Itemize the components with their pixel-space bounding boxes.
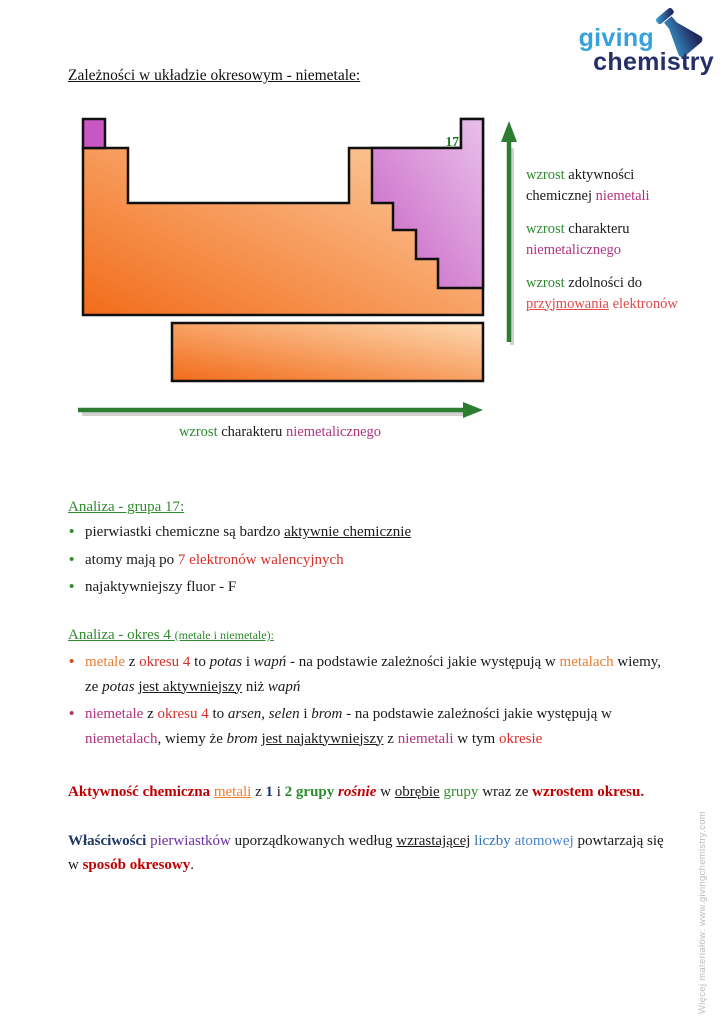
list-text: i [299,706,312,722]
list-text: to [208,706,228,722]
logo-text-giving: giving [578,24,654,52]
statement-periodicity [68,829,700,877]
statement-text: pierwiastków [150,833,231,849]
list-text: selen [268,706,300,722]
list-text: i [242,654,254,670]
list-text: okresu 4 [157,706,209,722]
list-item [68,702,673,751]
bullet-dot: • [69,706,75,722]
annotation-word: charakteru [564,221,630,237]
list-text: niż [242,678,268,695]
heading-text-small: (metale i niemetale): [174,628,274,642]
statement-text: wzrastającej [396,833,471,849]
statement-text: w [376,784,395,800]
annotation-word: wzrost [526,167,565,183]
statement-text: wzrostem okresu. [532,784,645,800]
annotation-chemical-activity [526,165,698,206]
list-text: pierwiastki chemiczne są bardzo [85,524,285,540]
statement-text: Właściwości [68,833,151,849]
list-text: z [124,654,140,670]
list-text: 7 elektronów walencyjnych [177,551,344,568]
annotation-electron-affinity [526,273,698,314]
bottom-arrow-caption [74,424,486,441]
hydrogen-cell [83,119,105,148]
caption-word: wzrost [178,424,218,440]
list-item [68,522,548,543]
annotation-word: niemetalicznego [526,241,622,258]
list-text: potas [209,654,243,670]
statement-text: Aktywność chemiczna [68,784,214,800]
list-text: wapń [253,654,287,670]
statement-text: powtarzają się [573,833,664,849]
list-text: niemetali [397,730,454,747]
list-text: w tym [453,730,499,747]
list-text: aktywnie chemicznie [284,524,412,540]
giving-chemistry-logo [540,8,718,78]
statement-text: metali [213,784,252,800]
group-17-label: 17 [445,134,459,149]
statement-text: sposób okresowy [82,857,191,873]
list-text: metale [85,654,125,670]
right-arrow-icon [74,400,486,424]
section-heading-grupa-17: Analiza - grupa 17: [68,499,185,515]
statement-text: wraz ze [478,784,533,800]
statement-text: uporządkowanych według [230,833,397,849]
bullet-dot: • [69,654,75,670]
list-text: - na podstawie zależności jakie występują w [342,706,612,722]
statement-text: z [251,784,266,800]
up-arrow-icon [498,116,524,348]
list-text: z [143,706,158,722]
list-text: atomy mają po [85,551,178,568]
annotation-word: zdolności do [564,275,642,291]
statement-text: 1 [265,784,273,800]
annotation-word: wzrost [526,221,565,237]
list-text: jest aktywniejszy [138,678,243,695]
list-item [68,577,548,598]
list-text: okresie [498,730,543,747]
list-text: arsen [227,706,262,722]
annotation-nonmetallic-character [526,219,698,260]
grupa-17-list [68,522,548,605]
bullet-dot: • [69,524,75,540]
list-text: wapń [267,678,301,695]
list-text: jest najaktywniejszy [261,730,384,747]
okres-4-list [68,650,673,754]
bullet-dot: • [69,579,75,595]
list-text: potas [102,678,139,695]
list-item [68,650,673,699]
section-heading-okres-4 [68,627,274,644]
statement-text: 2 grupy [284,784,335,800]
statement-text: grupy [439,784,479,800]
statement-text: w [68,857,83,873]
statement-text: . [190,857,195,873]
list-text: brom [311,706,343,722]
caption-word: niemetalicznego [286,424,382,440]
annotation-word: aktywności chemicznej [526,167,635,204]
periodic-table-diagram [78,115,488,385]
bullet-dot: • [69,551,75,568]
list-text: , [261,706,269,722]
list-text: to [190,654,210,670]
list-text: z [383,730,398,747]
list-text: metalach [559,654,614,670]
statement-text: i [273,784,285,800]
list-text: okresu 4 [139,654,191,670]
statement-text: obrębie [394,784,440,800]
list-text: wiemy, [613,654,662,670]
lanthanide-actinide-block [172,323,483,381]
heading-text: Analiza - okres 4 [68,627,175,643]
list-text: brom [226,730,262,747]
statement-activity [68,780,700,804]
list-text: najaktywniejszy fluor - F [85,579,237,595]
statement-text: atomowej [510,833,574,849]
logo-text-chemistry: chemistry [593,48,714,76]
caption-word: charakteru [217,424,287,440]
list-text: niemetalach [85,730,158,747]
annotation-word: niemetali [595,187,650,204]
list-item [68,550,548,571]
annotation-word: przyjmowania [526,295,609,312]
list-text: niemetale [85,706,144,722]
watermark: Więcej materiałów: www.givingchemistry.com [697,811,708,1014]
list-text: ze [85,678,103,695]
statement-text: rośnie [334,784,377,800]
list-text: - na podstawie zależności jakie występują w [286,654,560,670]
list-text: , wiemy że [157,730,227,747]
annotation-word: wzrost [526,275,565,291]
statement-text: liczby [470,833,511,849]
page-title: Zależności w układzie okresowym - niemetale: [68,67,361,84]
annotation-word: elektronów [608,295,678,312]
